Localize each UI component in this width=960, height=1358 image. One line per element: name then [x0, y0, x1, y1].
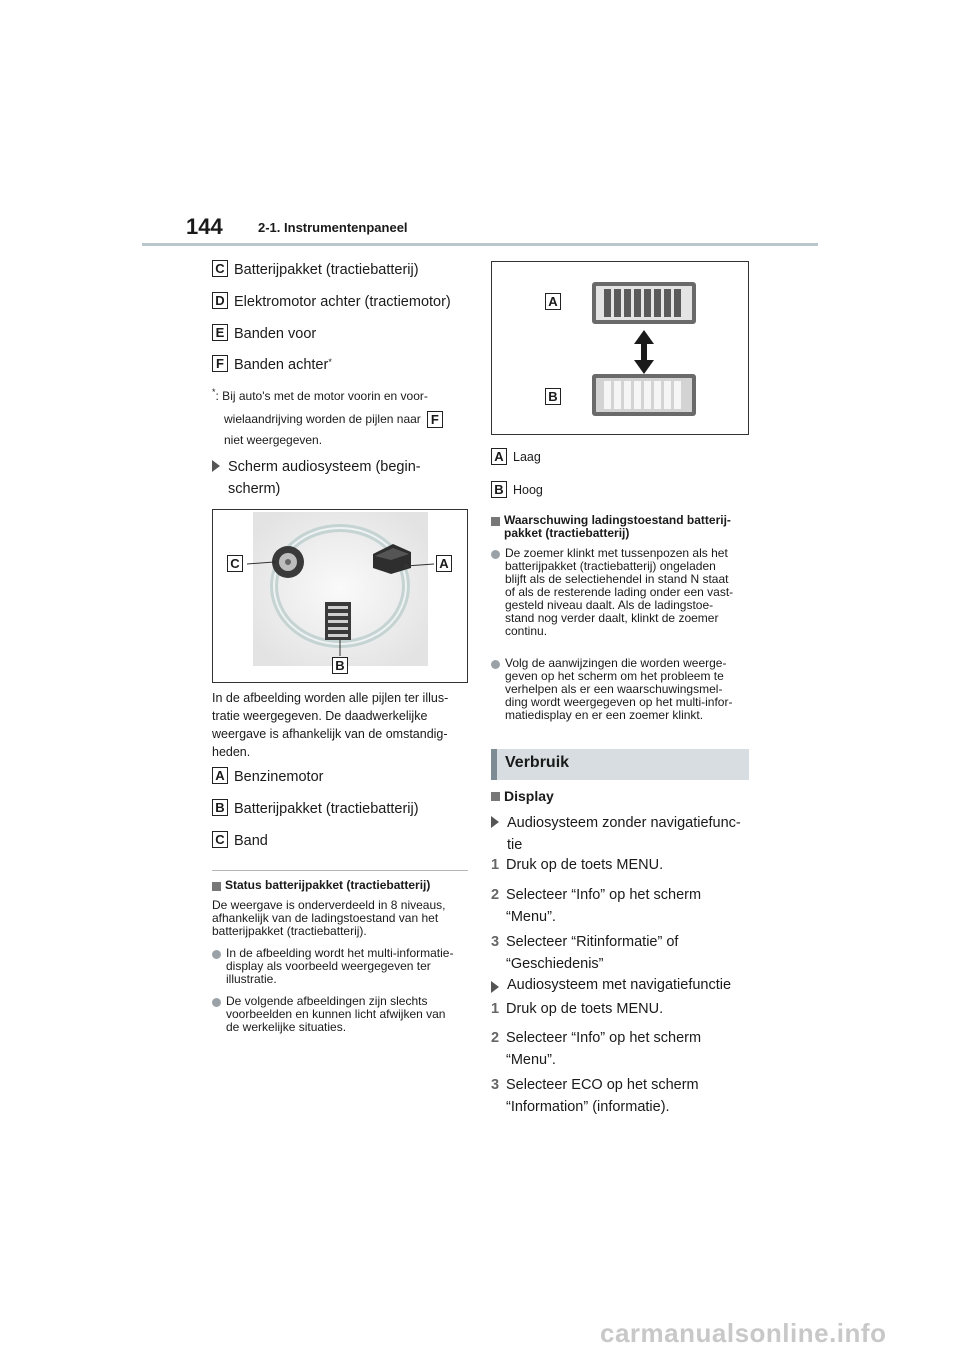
- level-item-b: [491, 483, 543, 498]
- status-body: [212, 899, 445, 938]
- step-text: “Menu”.: [506, 1052, 556, 1068]
- figure-battery-levels: [491, 261, 749, 435]
- legend-item-c: [212, 262, 419, 278]
- figure-label-b: B: [545, 388, 561, 405]
- bullet-line: De zoemer klinkt met tussenpozen als het: [505, 546, 728, 560]
- legend-text: Elektromotor achter (tractiemotor): [234, 294, 451, 310]
- step-number: 3: [491, 1077, 500, 1093]
- footnote-line-2: [224, 411, 443, 428]
- bullet-line: of als de resterende lading onder een vast-: [505, 585, 734, 599]
- heading-line: Audiosysteem met navigatiefunctie: [507, 977, 732, 993]
- square-bullet-icon: [491, 792, 500, 801]
- badge: B: [491, 481, 507, 498]
- battery-icon: [325, 602, 351, 640]
- audio-heading: [212, 456, 421, 500]
- figure-caption: [212, 689, 448, 761]
- step-text: Druk op de toets MENU.: [506, 857, 664, 873]
- warning-bullet-2: [491, 657, 732, 722]
- triangle-bullet-icon: [212, 460, 220, 472]
- body-line: De weergave is onderverdeeld in 8 niveaus,: [212, 898, 446, 912]
- figure-label-a: A: [545, 293, 561, 310]
- legend-item-f: [212, 357, 332, 373]
- legend-item-d: [212, 294, 451, 310]
- square-bullet-icon: [491, 517, 500, 526]
- legend-text: Band: [234, 833, 268, 849]
- square-bullet-icon: [212, 882, 221, 891]
- figure-label-b: B: [332, 657, 348, 674]
- heading-line: Audiosysteem zonder navigatiefunc-: [507, 815, 741, 831]
- figure-energy-monitor: [212, 509, 468, 683]
- battery-low-icon: [592, 282, 696, 324]
- bullet-line: illustratie.: [226, 972, 277, 986]
- bullet-line: batterijpakket (tractiebatterij) ongeladen: [505, 559, 716, 573]
- divider: [212, 870, 468, 871]
- verbruik-section-header: [491, 749, 749, 780]
- bullet-line: Volg de aanwijzingen die worden weerge-: [505, 656, 727, 670]
- caption-line: heden.: [212, 745, 251, 759]
- bullet-line: De volgende afbeeldingen zijn slechts: [226, 994, 428, 1008]
- step-text: “Menu”.: [506, 909, 556, 925]
- group2-step-2: [491, 1027, 701, 1071]
- battery-high-icon: [592, 374, 696, 416]
- warning-heading: [491, 514, 731, 540]
- step-text: Druk op de toets MENU.: [506, 1001, 664, 1017]
- circle-bullet-icon: [491, 550, 500, 559]
- step-text: “Information” (informatie).: [506, 1099, 670, 1115]
- bullet-line: continu.: [505, 624, 548, 638]
- bullet-line: geven op het scherm om het probleem te: [505, 669, 724, 683]
- step-text: “Geschiedenis”: [506, 956, 604, 972]
- heading-text: Display: [504, 788, 554, 804]
- badge: B: [212, 799, 228, 816]
- section-accent-bar: [491, 749, 497, 780]
- bullet-line: de werkelijke situaties.: [226, 1020, 347, 1034]
- wheel-icon: [272, 546, 304, 578]
- circle-bullet-icon: [212, 950, 221, 959]
- header-rule: [142, 243, 818, 246]
- footnote-mark: *: [328, 357, 332, 367]
- bullet-line: ding wordt weergegeven op het multi-infor-: [505, 695, 733, 709]
- badge: A: [212, 767, 228, 784]
- footnote-line-3: niet weergegeven.: [224, 433, 323, 447]
- step-number: 1: [491, 857, 500, 873]
- page-number: 144: [186, 214, 223, 239]
- bullet-line: verhelpen als er een waarschuwingsmel-: [505, 682, 723, 696]
- group2-step-1: [491, 1001, 663, 1017]
- level-item-a: [491, 450, 541, 465]
- watermark: carmanualsonline.info: [600, 1318, 887, 1348]
- display-heading: [491, 788, 554, 804]
- footnote-text: wielaandrijving worden de pijlen naar: [224, 412, 421, 426]
- bullet-line: voorbeelden en kunnen licht afwijken van: [226, 1007, 446, 1021]
- legend-text: Batterijpakket (tractiebatterij): [234, 801, 419, 817]
- footnote-line-1: [212, 384, 428, 405]
- circle-bullet-icon: [212, 998, 221, 1007]
- status-bullet-2: [212, 995, 445, 1034]
- bullet-line: stand nog verder daalt, klinkt de zoemer: [505, 611, 719, 625]
- group2-step-3: [491, 1074, 699, 1118]
- bullet-line: gesteld niveau daalt. Als de ladingstoe-: [505, 598, 714, 612]
- bullet-line: blijft als de selectiehendel in stand N staat: [505, 572, 729, 586]
- level-text: Laag: [513, 450, 541, 464]
- heading-line: pakket (tractiebatterij): [504, 526, 630, 540]
- step-text: Selecteer “Ritinformatie” of: [506, 934, 679, 950]
- legend-item-a: [212, 769, 323, 785]
- heading-text: Status batterijpakket (tractiebatterij): [225, 878, 431, 892]
- battery-levels-illustration: [492, 262, 748, 434]
- heading-line: scherm): [228, 481, 281, 497]
- triangle-bullet-icon: [491, 981, 499, 993]
- level-text: Hoog: [513, 483, 543, 497]
- section-header-text: Verbruik: [505, 754, 570, 771]
- step-number: 2: [491, 1030, 500, 1046]
- badge: C: [212, 831, 228, 848]
- badge: C: [212, 260, 228, 277]
- figure-label-c: C: [227, 555, 243, 572]
- footnote-mark: *: [212, 387, 216, 397]
- badge: A: [491, 448, 507, 465]
- legend-item-c2: [212, 833, 268, 849]
- caption-line: In de afbeelding worden alle pijlen ter illus-: [212, 691, 449, 705]
- figure-label-a: A: [436, 555, 452, 572]
- badge: E: [212, 324, 228, 341]
- legend-text: Banden achter: [234, 357, 329, 373]
- bullet-line: matiedisplay en er een zoemer klinkt.: [505, 708, 704, 722]
- heading-line: Scherm audiosysteem (begin-: [228, 459, 421, 475]
- badge: F: [427, 411, 443, 428]
- double-arrow-icon: [634, 330, 654, 374]
- badge: D: [212, 292, 228, 309]
- group1-heading: [491, 812, 741, 856]
- step-text: Selecteer “Info” op het scherm: [506, 1030, 702, 1046]
- status-heading: [212, 879, 430, 892]
- caption-line: tratie weergegeven. De daadwerkelijke: [212, 709, 428, 723]
- legend-item-b: [212, 801, 419, 817]
- status-bullet-1: [212, 947, 453, 986]
- step-number: 3: [491, 934, 500, 950]
- group2-heading: [491, 977, 731, 993]
- heading-line: tie: [507, 837, 523, 853]
- group1-step-1: [491, 857, 663, 873]
- badge: F: [212, 355, 228, 372]
- step-number: 1: [491, 1001, 500, 1017]
- caption-line: weergave is afhankelijk van de omstandig-: [212, 727, 448, 741]
- step-number: 2: [491, 887, 500, 903]
- step-text: Selecteer ECO op het scherm: [506, 1077, 699, 1093]
- body-line: afhankelijk van de ladingstoestand van het: [212, 911, 439, 925]
- circle-bullet-icon: [491, 660, 500, 669]
- footnote-text: : Bij auto's met de motor voorin en voor-: [215, 389, 428, 403]
- legend-item-e: [212, 326, 316, 342]
- legend-text: Benzinemotor: [234, 769, 324, 785]
- legend-text: Batterijpakket (tractiebatterij): [234, 262, 419, 278]
- group1-step-3: [491, 931, 678, 975]
- section-title: 2-1. Instrumentenpaneel: [258, 220, 408, 235]
- legend-text: Banden voor: [234, 326, 317, 342]
- triangle-bullet-icon: [491, 816, 499, 828]
- body-line: batterijpakket (tractiebatterij).: [212, 924, 367, 938]
- bullet-line: display als voorbeeld weergegeven ter: [226, 959, 431, 973]
- step-text: Selecteer “Info” op het scherm: [506, 887, 702, 903]
- group1-step-2: [491, 884, 701, 928]
- warning-bullet-1: [491, 547, 733, 638]
- heading-line: Waarschuwing ladingstoestand batterij-: [504, 513, 731, 527]
- bullet-line: In de afbeelding wordt het multi-informatie-: [226, 946, 454, 960]
